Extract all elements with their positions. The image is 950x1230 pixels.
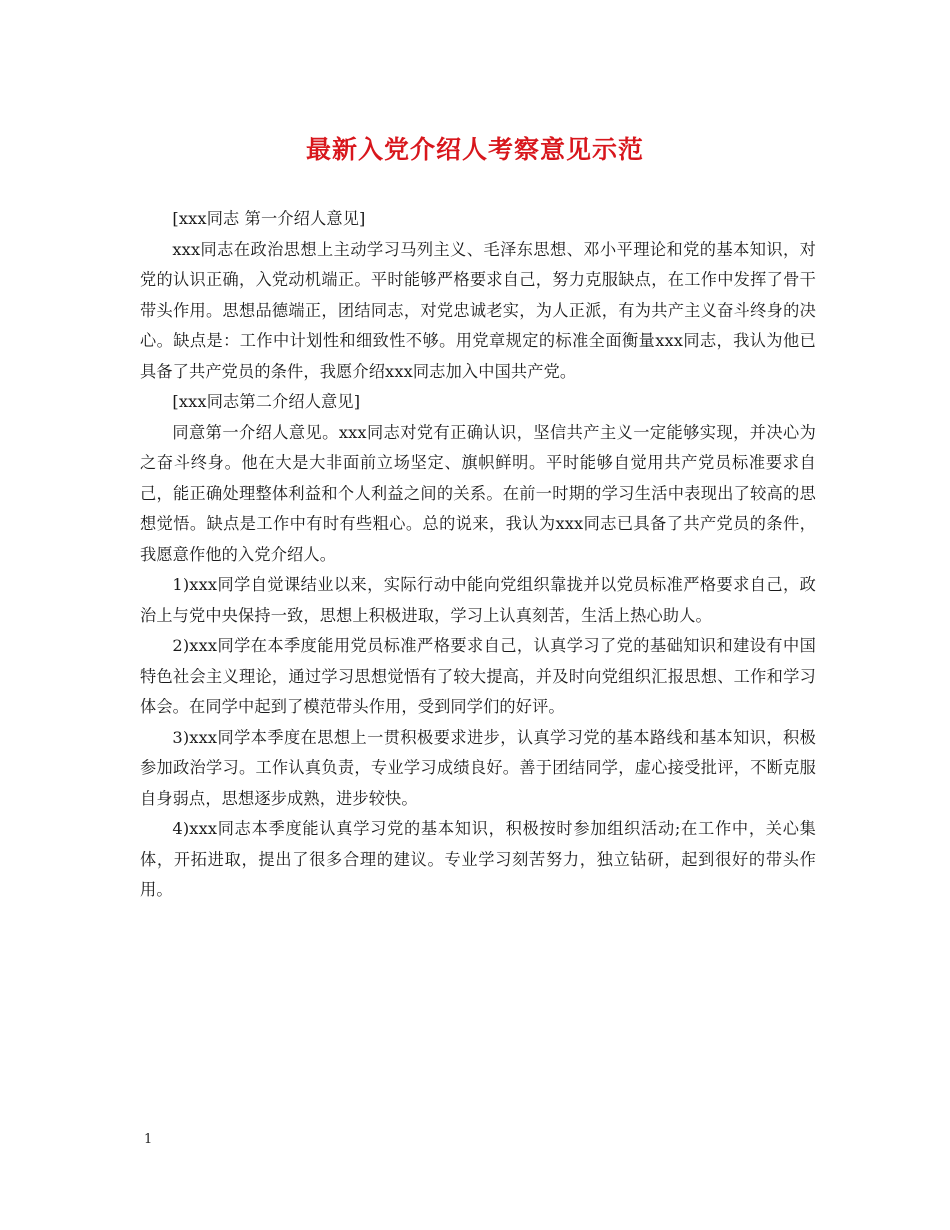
paragraph-second-introducer-opinion: 同意第一介绍人意见。xxx同志对党有正确认识，坚信共产主义一定能够实现，并决心为之奋斗终身。他在大是大非面前立场坚定、旗帜鲜明。平时能够自觉用共产党员标准要求自己，能正确处理整体利益和个人利益之间的关系。在前一时期的学习生活中表现出了较高的思想觉悟。缺点是工作中有时有些粗心。总的说来，我认为xxx同志已具备了共产党员的条件，我愿意作他的入党介绍人。	[140, 422, 816, 564]
document-body	[140, 204, 816, 906]
paragraph-first-introducer-heading: [xxx同志 第一介绍人意见]	[172, 209, 366, 228]
paragraph-first-introducer-opinion: xxx同志在政治思想上主动学习马列主义、毛泽东思想、邓小平理论和党的基本知识，对党的认识正确，入党动机端正。平时能够严格要求自己，努力克服缺点，在工作中发挥了骨干带头作用。思想品德端正，团结同志，对党忠诚老实，为人正派，有为共产主义奋斗终身的决心。缺点是：工作中计划性和细致性不够。用党章规定的标准全面衡量xxx同志，我认为他已具备了共产党员的条件，我愿介绍xxx同志加入中国共产党。	[140, 239, 816, 381]
page-number: 1	[144, 1132, 153, 1147]
paragraph-item-1: 1)xxx同学自觉课结业以来，实际行动中能向党组织靠拢并以党员标准严格要求自己，政治上与党中央保持一致，思想上积极进取，学习上认真刻苦，生活上热心助人。	[140, 575, 816, 625]
document-title: 最新入党介绍人考察意见示范	[305, 135, 644, 164]
paragraph-item-4: 4)xxx同志本季度能认真学习党的基本知识，积极按时参加组织活动;在工作中，关心集体，开拓进取，提出了很多合理的建议。专业学习刻苦努力，独立钻研，起到很好的带头作用。	[140, 819, 816, 899]
paragraph-second-introducer-heading: [xxx同志第二介绍人意见]	[172, 392, 361, 411]
paragraph-item-3: 3)xxx同学本季度在思想上一贯积极要求进步，认真学习党的基本路线和基本知识，积极参加政治学习。工作认真负责，专业学习成绩良好。善于团结同学，虚心接受批评，不断克服自身弱点，思想逐步成熟，进步较快。	[140, 727, 816, 808]
paragraph-item-2: 2)xxx同学在本季度能用党员标准严格要求自己，认真学习了党的基础知识和建设有中国特色社会主义理论，通过学习思想觉悟有了较大提高，并及时向党组织汇报思想、工作和学习体会。在同学中起到了模范带头作用，受到同学们的好评。	[140, 636, 816, 716]
